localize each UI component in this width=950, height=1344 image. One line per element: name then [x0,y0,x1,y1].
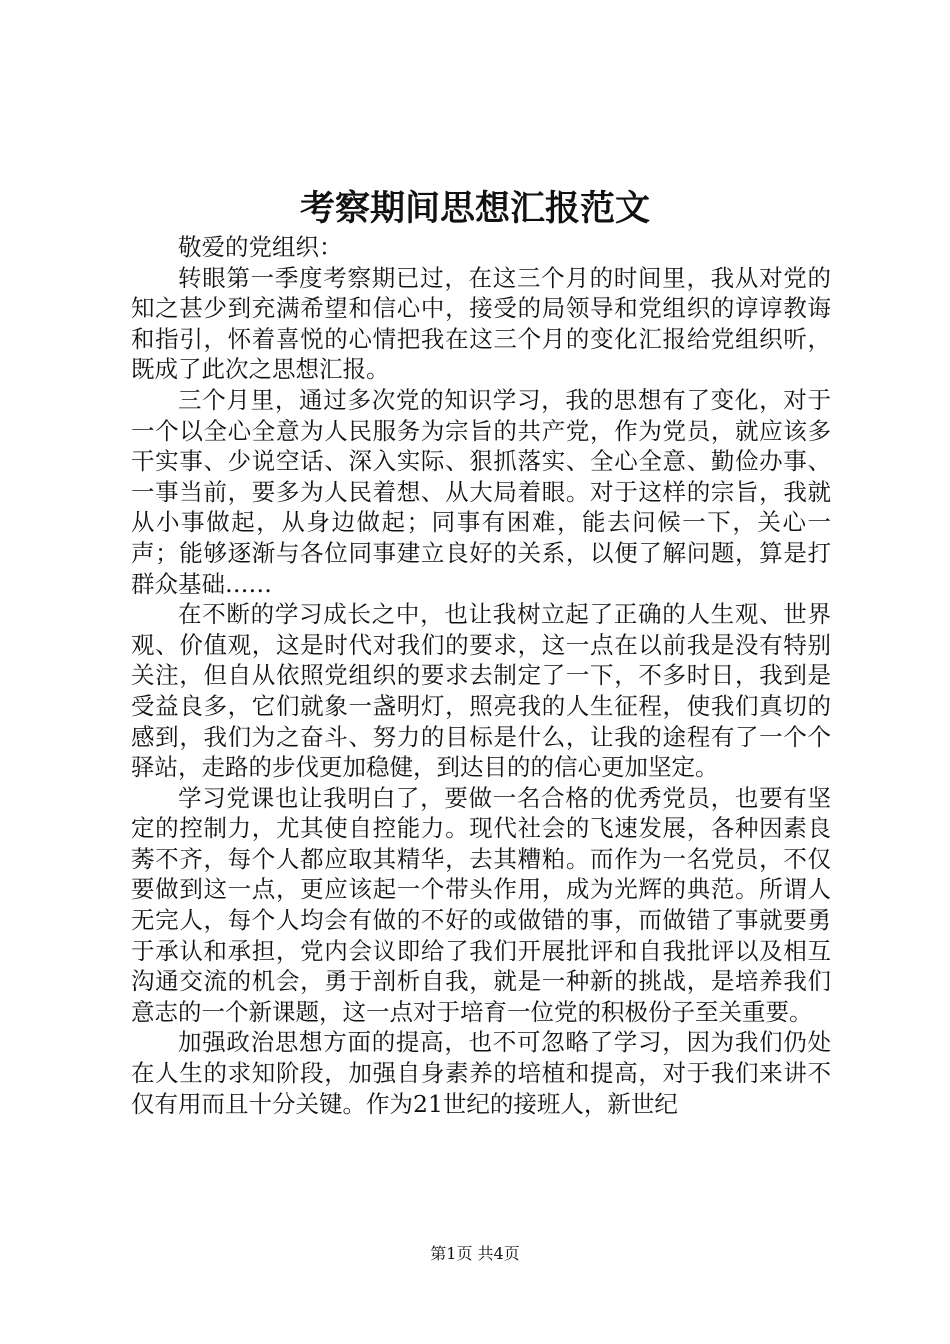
document-body [131,232,831,1119]
paragraph: 转眼第一季度考察期已过，在这三个月的时间里，我从对党的知之甚少到充满希望和信心中，接受的局领导和党组织的谆谆教诲和指引，怀着喜悦的心情把我在这三个月的变化汇报给党组织听，既成了此次之思想汇报。 [131,263,831,384]
document-title: 考察期间思想汇报范文 [299,188,650,229]
paragraph: 学习党课也让我明白了，要做一名合格的优秀党员，也要有坚定的控制力，尤其使自控能力。现代社会的飞速发展，各种因素良莠不齐，每个人都应取其精华，去其糟粕。而作为一名党员，不仅要做到这一点，更应该起一个带头作用，成为光辉的典范。所谓人无完人，每个人均会有做的不好的或做错的事，而做错了事就要勇于承认和承担，党内会议即给了我们开展批评和自我批评以及相互沟通交流的机会，勇于剖析自我，就是一种新的挑战，是培养我们意志的一个新课题，这一点对于培育一位党的积极份子至关重要。 [131,783,831,1026]
paragraph: 在不断的学习成长之中，也让我树立起了正确的人生观、世界观、价值观，这是时代对我们的要求，这一点在以前我是没有特别关注，但自从依照党组织的要求去制定了一下，不多时日，我到是受益良多，它们就象一盏明灯，照亮我的人生征程，使我们真切的感到，我们为之奋斗、努力的目标是什么，让我的途程有了一个个驿站，走路的步伐更加稳健，到达目的的信心更加坚定。 [131,600,831,782]
paragraph: 三个月里，通过多次党的知识学习，我的思想有了变化，对于一个以全心全意为人民服务为宗旨的共产党，作为党员，就应该多干实事、少说空话、深入实际、狠抓落实、全心全意、勤俭办事、一事当前，要多为人民着想、从大局着眼。对于这样的宗旨，我就从小事做起，从身边做起；同事有困难，能去问候一下，关心一声；能够逐渐与各位同事建立良好的关系，以便了解问题，算是打群众基础…… [131,385,831,598]
paragraph: 加强政治思想方面的提高，也不可忽略了学习，因为我们仍处在人生的求知阶段，加强自身素养的培植和提高，对于我们来讲不仅有用而且十分关键。作为21世纪的接班人，新世纪 [131,1028,831,1118]
page-number-footer: 第1页 共4页 [430,1244,520,1263]
salutation: 敬爱的党组织： [178,233,343,261]
